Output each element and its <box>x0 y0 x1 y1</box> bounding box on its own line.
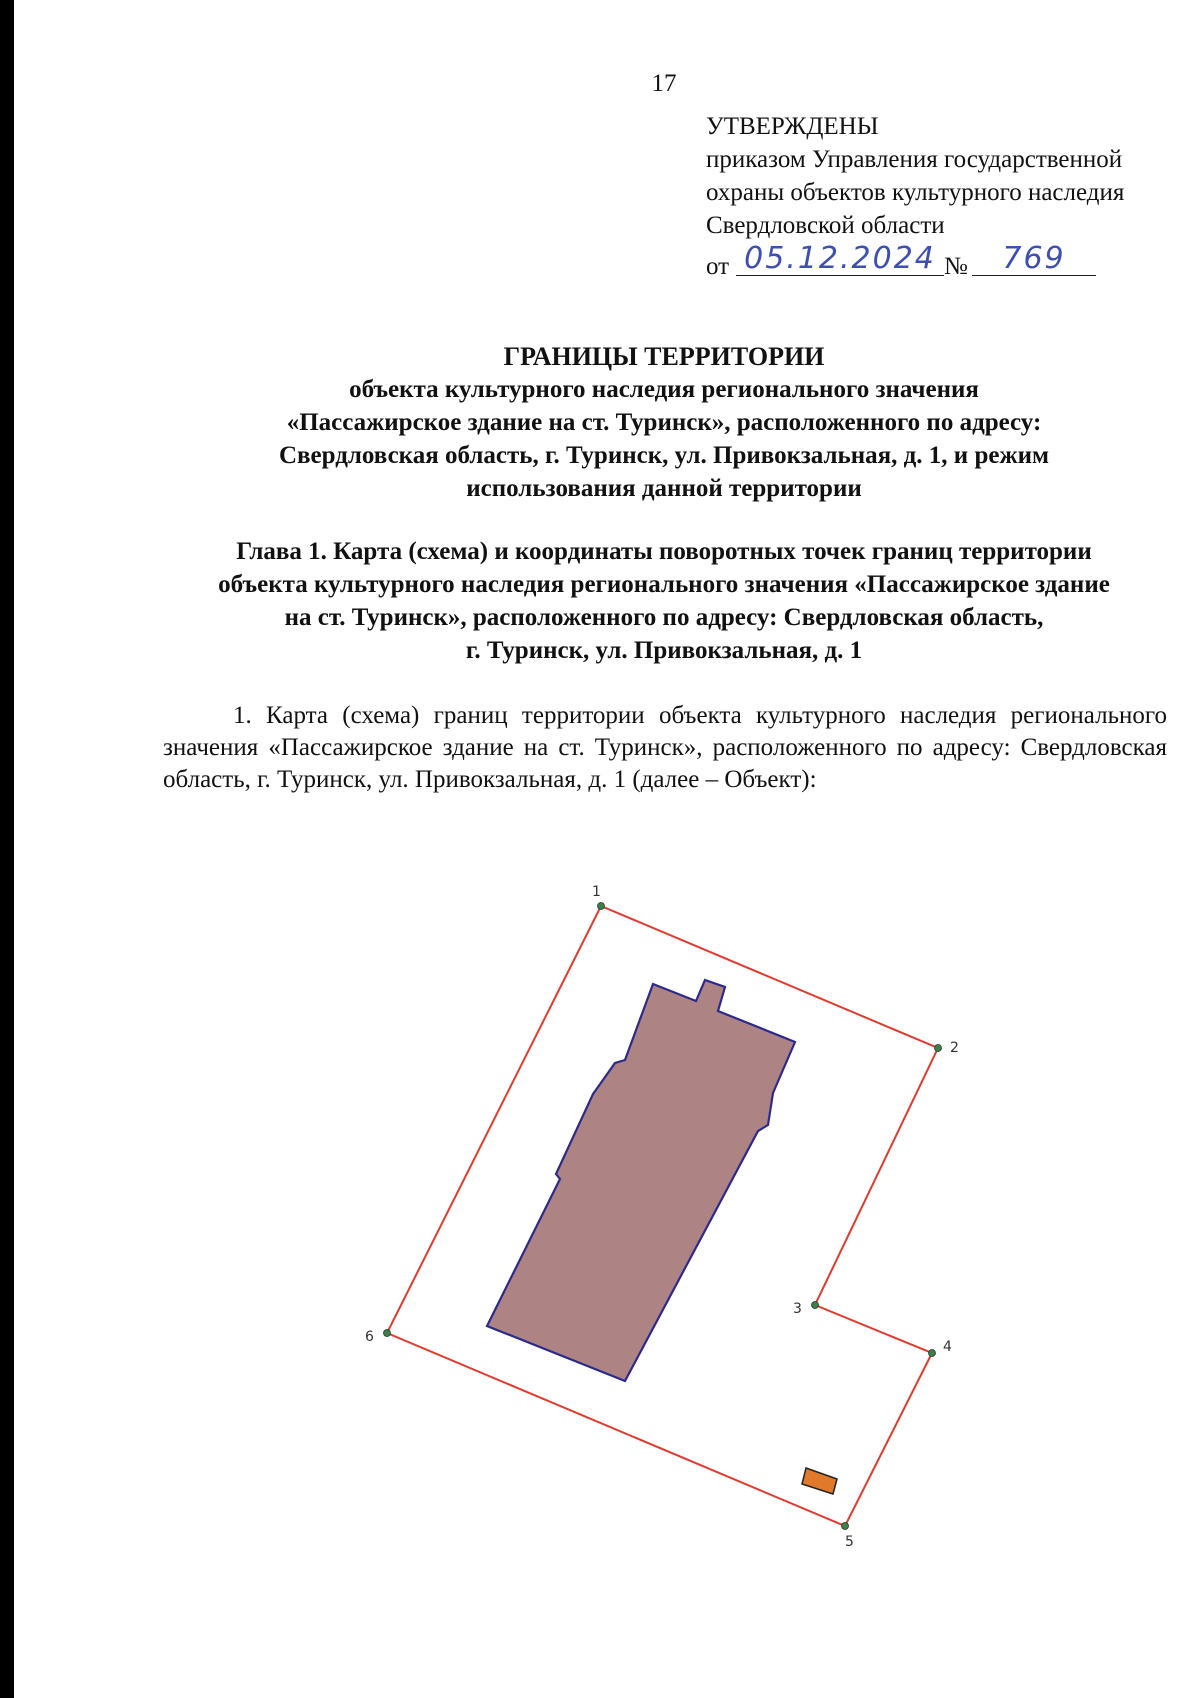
number-label: № <box>944 253 968 280</box>
handwritten-number: 769 <box>1002 241 1066 276</box>
vertex-label: 4 <box>943 1339 952 1355</box>
chapter-line: на ст. Туринск», расположенного по адресу: Свердловская область, <box>284 604 1044 631</box>
paragraph-1: 1. Карта (схема) границ территории объекта культурного наследия регионального значения «Пассажирское здание на ст. Туринск», расположенного по адресу: Свердловская область, г. Туринск, ул. Привокзальная, д. 1 (далее – Объект): <box>163 702 1167 793</box>
date-label: от <box>706 253 730 280</box>
title-line: использования данной территории <box>466 475 862 502</box>
vertex-marker <box>842 1523 849 1530</box>
title-line: «Пассажирское здание на ст. Туринск», расположенного по адресу: <box>286 409 1042 436</box>
approval-line: охраны объектов культурного наследия <box>706 179 1125 206</box>
title-main: ГРАНИЦЫ ТЕРРИТОРИИ <box>503 342 825 371</box>
approval-heading: УТВЕРЖДЕНЫ <box>706 113 879 140</box>
approval-line: приказом Управления государственной <box>706 146 1123 173</box>
vertex-marker <box>929 1350 936 1357</box>
title-line: объекта культурного наследия регионального значения <box>349 376 979 403</box>
vertex-label: 2 <box>950 1040 959 1056</box>
approval-line: Свердловской области <box>706 212 945 239</box>
page-number: 17 <box>651 70 677 97</box>
chapter-line: объекта культурного наследия регионального значения «Пассажирское здание <box>218 571 1110 598</box>
vertex-marker <box>384 1330 391 1337</box>
vertex-label: 3 <box>793 1301 802 1317</box>
vertex-marker <box>935 1045 942 1052</box>
vertex-marker <box>812 1302 819 1309</box>
vertex-label: 5 <box>845 1534 854 1550</box>
vertex-label: 1 <box>592 884 601 900</box>
chapter-line: Глава 1. Карта (схема) и координаты поворотных точек границ территории <box>236 538 1092 565</box>
small-structure <box>802 1468 837 1494</box>
title-line: Свердловская область, г. Туринск, ул. Привокзальная, д. 1, и режим <box>278 442 1050 469</box>
chapter-line: г. Туринск, ул. Привокзальная, д. 1 <box>465 637 863 664</box>
vertex-marker <box>598 903 605 910</box>
handwritten-date: 05.12.2024 <box>744 241 936 276</box>
vertex-label: 6 <box>365 1329 374 1345</box>
